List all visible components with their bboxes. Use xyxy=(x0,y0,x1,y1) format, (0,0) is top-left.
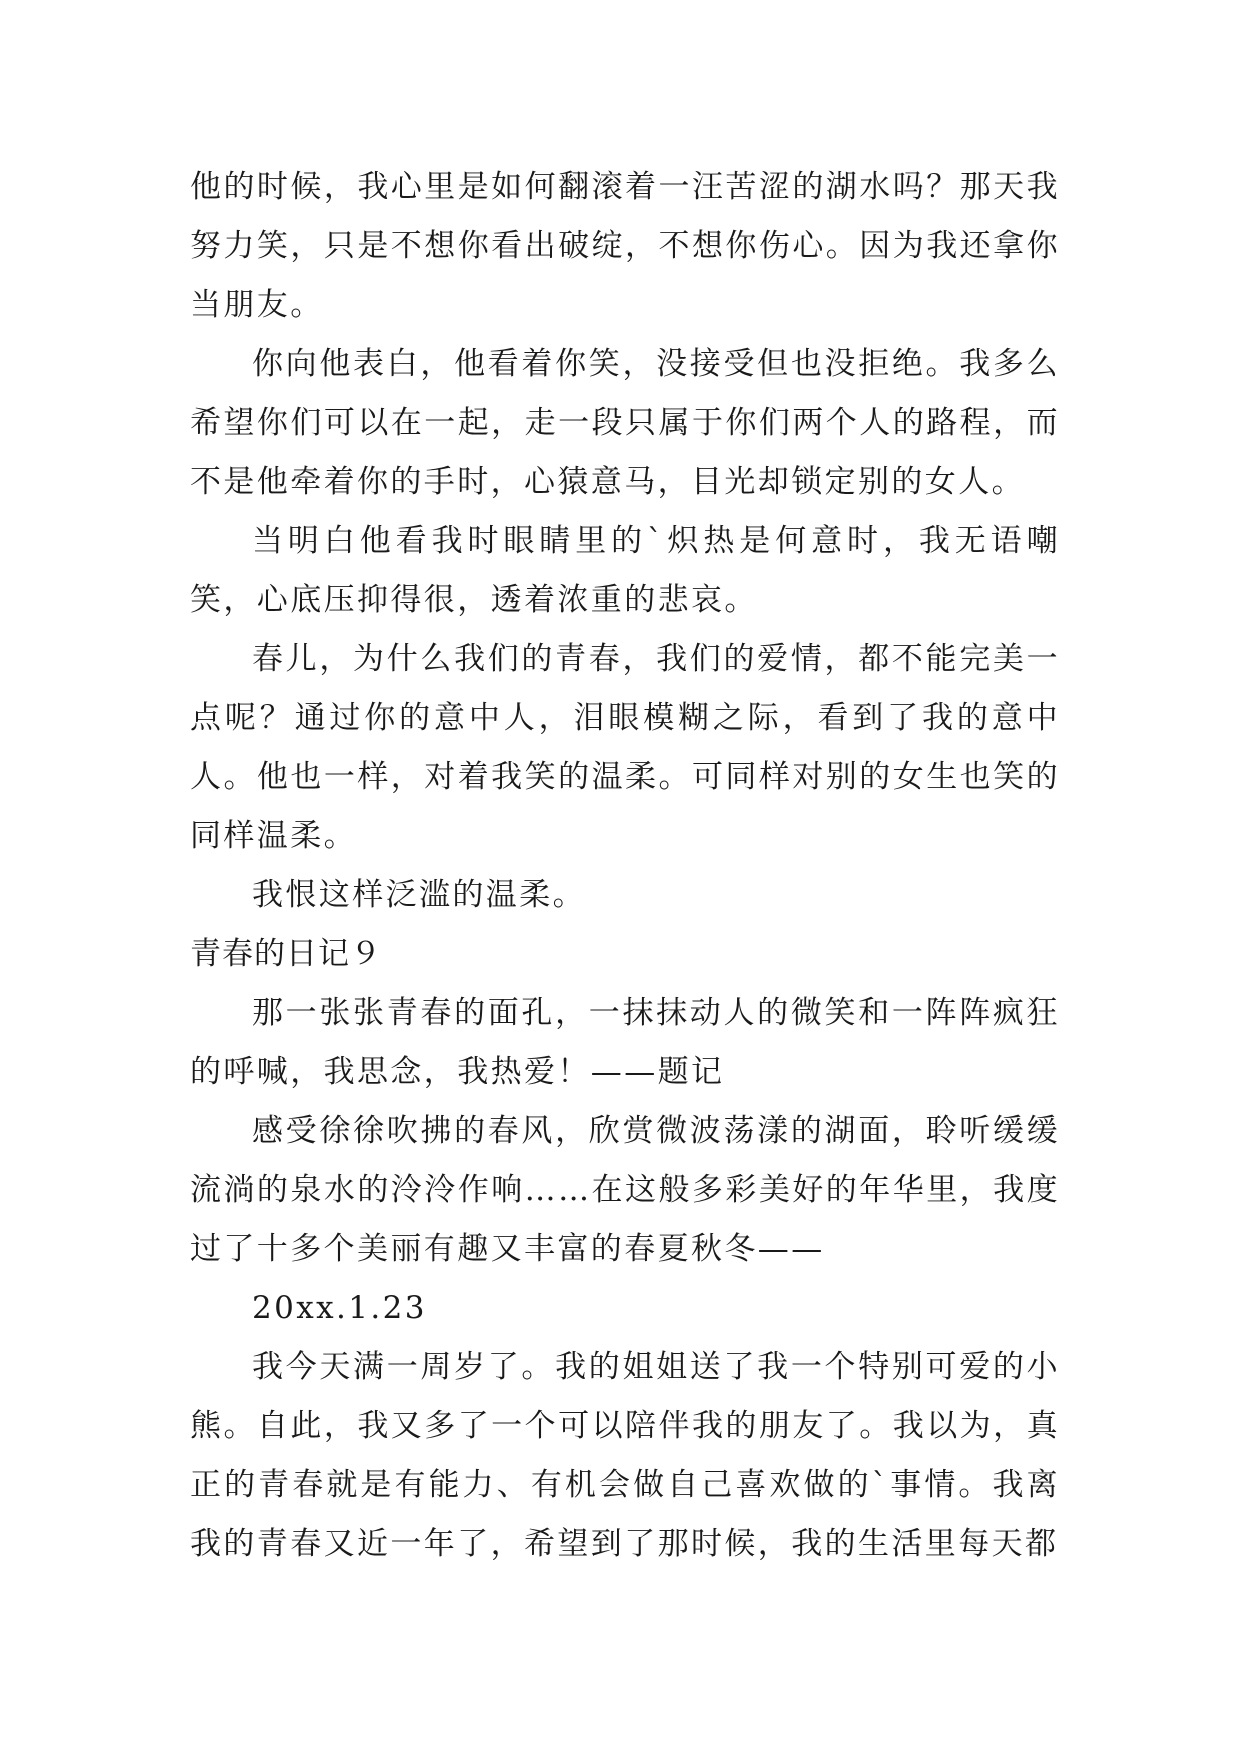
document-body xyxy=(190,158,1060,1574)
paragraph: 感受徐徐吹拂的春风，欣赏微波荡漾的湖面，聆听缓缓流淌的泉水的泠泠作响……在这般多彩美好的年华里，我度过了十多个美丽有趣又丰富的春夏秋冬—— xyxy=(190,1113,1060,1267)
paragraph: 我今天满一周岁了。我的姐姐送了我一个特别可爱的小熊。自此，我又多了一个可以陪伴我的朋友了。我以为，真正的青春就是有能力、有机会做自己喜欢做的`事情。我离我的青春又近一年了，希望到了那时候，我的生活里每天都 xyxy=(190,1349,1060,1562)
paragraph: 春儿，为什么我们的青春，我们的爱情，都不能完美一点呢？通过你的意中人，泪眼模糊之际，看到了我的意中人。他也一样，对着我笑的温柔。可同样对别的女生也笑的同样温柔。 xyxy=(190,641,1060,854)
paragraph: 当明白他看我时眼睛里的`炽热是何意时，我无语嘲笑，心底压抑得很，透着浓重的悲哀。 xyxy=(190,523,1060,618)
epigraph-paragraph: 那一张张青春的面孔，一抹抹动人的微笑和一阵阵疯狂的呼喊，我思念，我热爱！——题记 xyxy=(190,995,1060,1090)
section-heading: 青春的日记９ xyxy=(190,936,382,972)
paragraph-continued: 他的时候，我心里是如何翻滚着一汪苦涩的湖水吗？那天我努力笑，只是不想你看出破绽，不想你伤心。因为我还拿你当朋友。 xyxy=(190,169,1060,323)
paragraph: 我恨这样泛滥的温柔。 xyxy=(252,877,586,913)
diary-date: 20xx.1.23 xyxy=(252,1290,427,1326)
paragraph: 你向他表白，他看着你笑，没接受但也没拒绝。我多么希望你们可以在一起，走一段只属于你们两个人的路程，而不是他牵着你的手时，心猿意马，目光却锁定别的女人。 xyxy=(190,346,1060,500)
